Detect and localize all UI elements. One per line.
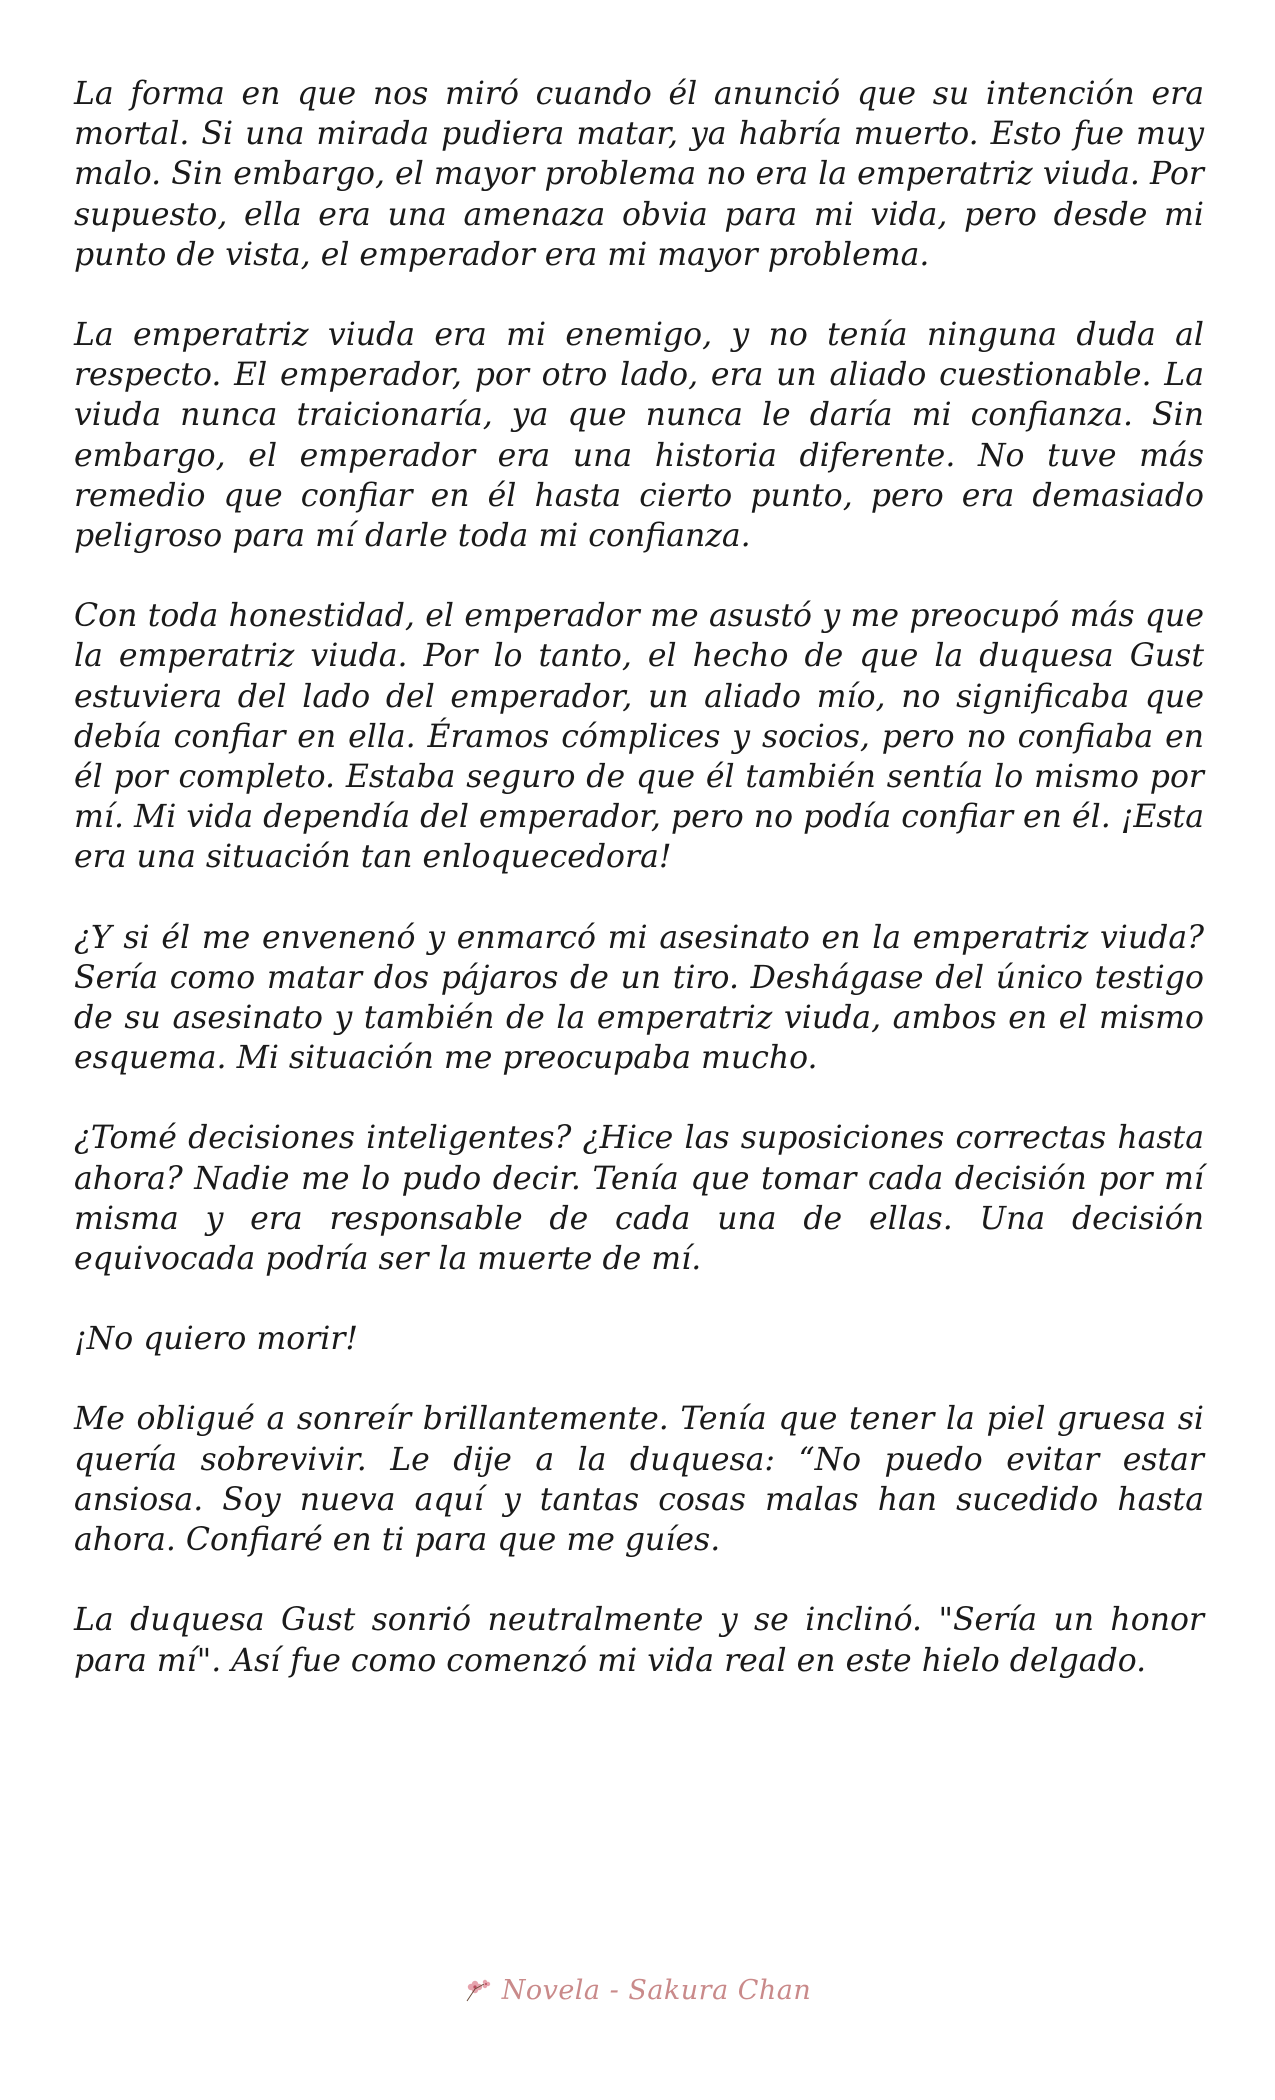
paragraph-8: La duquesa Gust sonrió neutralmente y se inclinó. "Sería un honor para mí". Así fue como comenzó mi vida real en este hielo delgado.	[74, 1602, 1204, 1679]
paragraph-3: Con toda honestidad, el emperador me asustó y me preocupó más que la emperatriz viuda. Por lo tanto, el hecho de que la duquesa Gust estuviera del lado del emperador, un aliado mío, no significaba que debía confiar en ella. Éramos cómplices y socios, pero no confiaba en él por completo. Estaba seguro de que él también sentía lo mismo por mí. Mi vida dependía del emperador, pero no podía confiar en él. ¡Esta era una situación tan enloquecedora!	[74, 598, 1204, 876]
paragraph-1: La forma en que nos miró cuando él anunció que su intención era mortal. Si una mirada pudiera matar, ya habría muerto. Esto fue muy malo. Sin embargo, el mayor problema no era la emperatriz viuda. Por supuesto, ella era una amenaza obvia para mi vida, pero desde mi punto de vista, el emperador era mi mayor problema.	[74, 76, 1204, 273]
sakura-flower-icon	[464, 1975, 494, 2005]
paragraph-5: ¿Tomé decisiones inteligentes? ¿Hice las suposiciones correctas hasta ahora? Nadie me lo pudo decir. Tenía que tomar cada decisión por mí misma y era responsable de cada una de ellas. Una decisión equivocada podría ser la muerte de mí.	[74, 1120, 1204, 1278]
document-body	[74, 74, 1204, 1721]
paragraph-2: La emperatriz viuda era mi enemigo, y no tenía ninguna duda al respecto. El emperador, por otro lado, era un aliado cuestionable. La viuda nunca traicionaría, ya que nunca le daría mi confianza. Sin embargo, el emperador era una historia diferente. No tuve más remedio que confiar en él hasta cierto punto, pero era demasiado peligroso para mí darle toda mi confianza.	[74, 317, 1204, 555]
paragraph-4: ¿Y si él me envenenó y enmarcó mi asesinato en la emperatriz viuda? Sería como matar dos pájaros de un tiro. Deshágase del único testigo de su asesinato y también de la emperatriz viuda, ambos en el mismo esquema. Mi situación me preocupaba mucho.	[74, 919, 1204, 1077]
footer-watermark	[0, 1968, 1275, 2012]
paragraph-7: Me obligué a sonreír brillantemente. Tenía que tener la piel gruesa si quería sobrevivir. Le dije a la duquesa: “No puedo evitar estar ansiosa. Soy nueva aquí y tantas cosas malas han sucedido hasta ahora. Confiaré en ti para que me guíes.	[74, 1401, 1204, 1559]
watermark-group	[464, 1975, 812, 2006]
watermark-text: Novela - Sakura Chan	[501, 1974, 812, 2006]
paragraph-6: ¡No quiero morir!	[74, 1321, 359, 1358]
